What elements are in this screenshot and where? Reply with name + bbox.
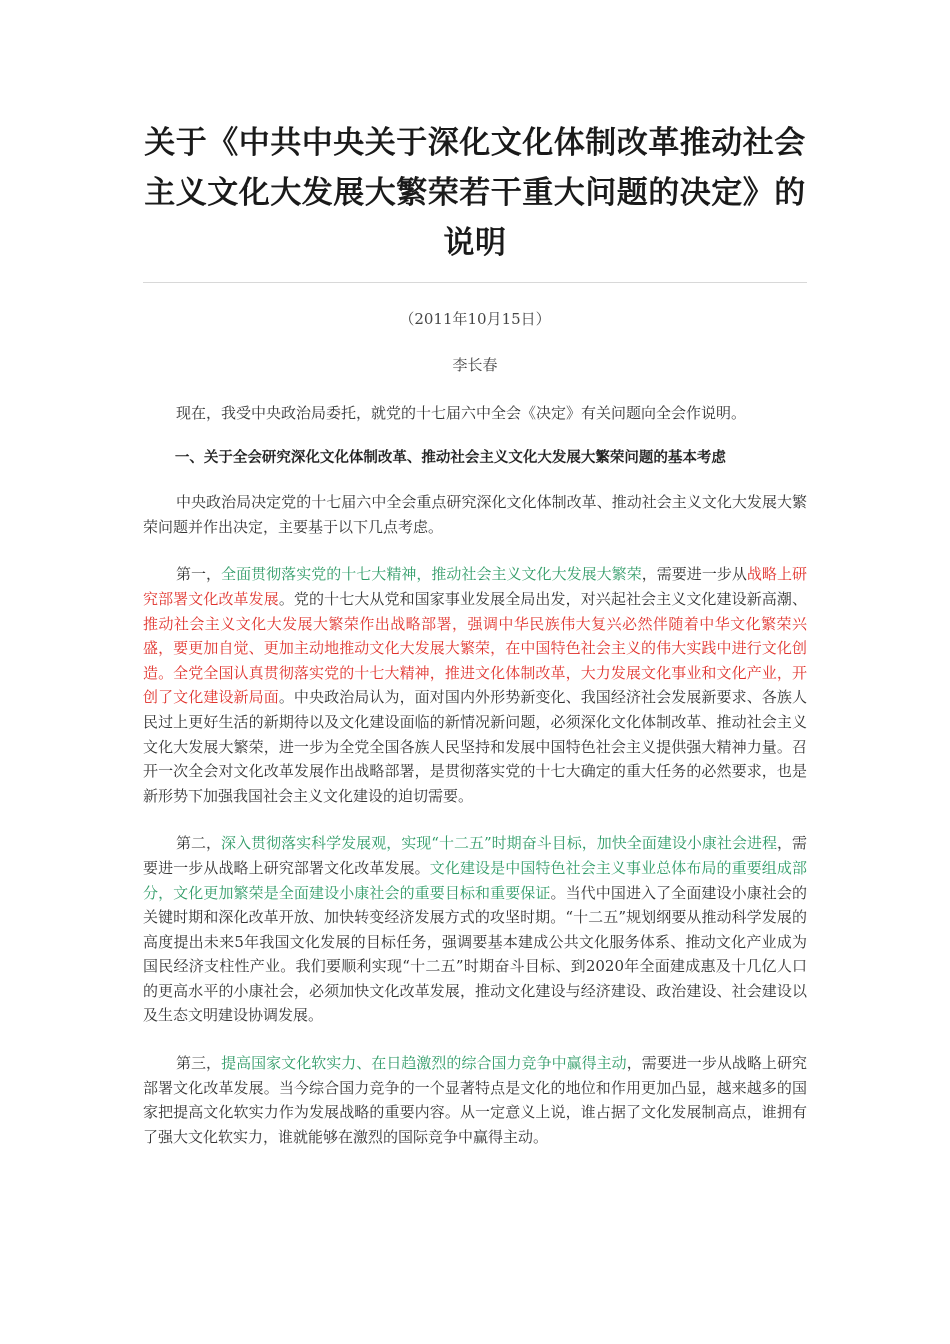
second-lead: 第二， bbox=[176, 834, 222, 853]
section-heading: 一、关于全会研究深化文化体制改革、推动社会主义文化大发展大繁荣问题的基本考虑 bbox=[174, 449, 726, 466]
intro-paragraph: 现在，我受中央政治局委托，就党的十七届六中全会《决定》有关问题向全会作说明。 bbox=[176, 404, 747, 422]
first-text-3: 。中央政治局认为，面对国内外形势新变化、我国经济社会发展新要求、各族人民过上更好生活的新期待以及文化建设面临的新情况新问题，必须深化文化体制改革、推动社会主义文化大发展大繁荣，进一步为全党全国各族人民坚持和发展中国特色社会主义提供强大精神力量。召开一次全会对文化改革发展作出战略部署，是贯彻落实党的十七大确定的重大任务的必然要求，也是新形势下加强我国社会主义文化建设的迫切需要。 bbox=[143, 688, 807, 805]
second-point-paragraph bbox=[143, 831, 807, 1028]
second-green-highlight-1: 深入贯彻落实科学发展观，实现“十二五”时期奋斗目标，加快全面建设小康社会进程 bbox=[221, 834, 777, 853]
first-text-2: 。党的十七大从党和国家事业发展全局出发，对兴起社会主义文化建设新高潮、 bbox=[278, 589, 807, 608]
second-text-2: 。当代中国进入了全面建设小康社会的关键时期和深化改革开放、加快转变经济发展方式的攻坚时期。“十二五”规划纲要从推动科学发展的高度提出未来5年我国文化发展的目标任务，强调要基本建成公共文化服务体系、推动文化产业成为国民经济支柱性产业。我们要顺利实现“十二五”时期奋斗目标、到2020年全面建成惠及十几亿人口的更高水平的小康社会，必须加快文化改革发展，推动文化建设与经济建设、政治建设、社会建设以及生态文明建设协调发展。 bbox=[143, 883, 807, 1025]
first-red-highlight-1: 战略上研究部署文化改革发展 bbox=[143, 565, 807, 608]
basis-paragraph: 中央政治局决定党的十七届六中全会重点研究深化文化体制改革、推动社会主义文化大发展大繁荣问题并作出决定，主要基于以下几点考虑。 bbox=[143, 493, 807, 536]
first-point-paragraph bbox=[143, 562, 807, 808]
document-author: 李长春 bbox=[452, 356, 498, 374]
third-point-paragraph bbox=[143, 1051, 807, 1149]
first-red-highlight-2: 推动社会主义文化大发展大繁荣作出战略部署，强调中华民族伟大复兴必然伴随着中华文化繁荣兴盛，要更加自觉、更加主动地推动文化大发展大繁荣，在中国特色社会主义的伟大实践中进行文化创造。全党全国认真贯彻落实党的十七大精神，推进文化体制改革，大力发展文化事业和文化产业，开创了文化建设新局面 bbox=[143, 614, 807, 707]
document-title bbox=[143, 118, 807, 268]
second-text-1: ，需要进一步从战略上研究部署文化改革发展。 bbox=[143, 834, 807, 877]
title-divider bbox=[143, 282, 807, 283]
third-green-highlight: 提高国家文化软实力、在日趋激烈的综合国力竞争中赢得主动 bbox=[221, 1054, 627, 1073]
document-page bbox=[143, 118, 807, 1149]
third-lead: 第三， bbox=[176, 1054, 222, 1073]
title-line-3: 说明 bbox=[443, 225, 507, 261]
title-line-1: 关于《中共中央关于深化文化体制改革推动社会 bbox=[144, 125, 806, 161]
first-text-1: ，需要进一步从 bbox=[641, 565, 747, 584]
document-date: （2011年10月15日） bbox=[399, 310, 551, 328]
title-line-2: 主义文化大发展大繁荣若干重大问题的决定》的 bbox=[144, 175, 806, 211]
second-green-highlight-2: 文化建设是中国特色社会主义事业总体布局的重要组成部分，文化更加繁荣是全面建设小康社会的重要目标和重要保证 bbox=[143, 858, 807, 902]
first-green-highlight: 全面贯彻落实党的十七大精神，推动社会主义文化大发展大繁荣 bbox=[221, 565, 642, 584]
first-lead: 第一， bbox=[176, 565, 222, 584]
third-text-1: ，需要进一步从战略上研究部署文化改革发展。当今综合国力竞争的一个显著特点是文化的地位和作用更加凸显，越来越多的国家把提高文化软实力作为发展战略的重要内容。从一定意义上说，谁占据了文化发展制高点，谁拥有了强大文化软实力，谁就能够在激烈的国际竞争中赢得主动。 bbox=[143, 1054, 807, 1146]
